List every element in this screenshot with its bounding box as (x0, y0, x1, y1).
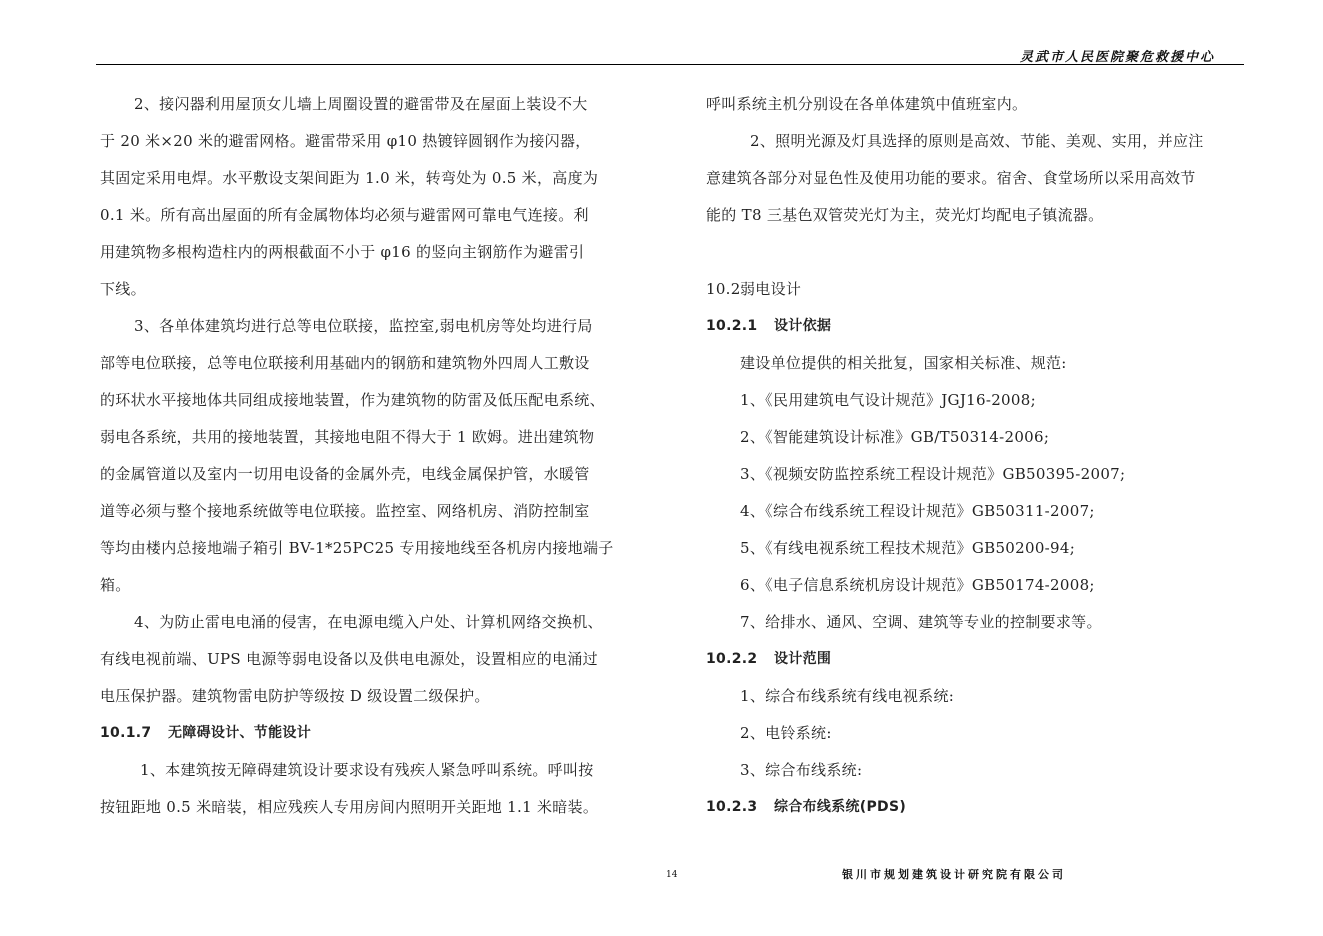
section-heading-10-2 (706, 271, 1261, 308)
text-line: 箱。 (100, 576, 131, 594)
section-number: 10.2 (706, 280, 741, 298)
section-title: 弱电设计 (740, 280, 802, 298)
section-heading-10-2-1 (706, 308, 1261, 345)
text-line: 的环状水平接地体共同组成接地装置，作为建筑物的防雷及低压配电系统、 (100, 391, 605, 409)
section-heading-10-2-2 (706, 641, 1261, 678)
section-heading-10-2-3 (706, 789, 1261, 826)
list-item: 5、《有线电视系统工程技术规范》GB50200-94; (740, 539, 1076, 557)
section-title: 设计范围 (774, 651, 832, 667)
text-line: 有线电视前端、UPS 电源等弱电设备以及供电电源处，设置相应的电涌过 (100, 650, 598, 668)
text-line: 下线。 (100, 280, 146, 298)
list-item: 1、《民用建筑电气设计规范》JGJ16-2008; (740, 391, 1036, 409)
right-column (706, 86, 1261, 826)
section-number: 10.2.3 (706, 799, 758, 815)
list-item: 6、《电子信息系统机房设计规范》GB50174-2008; (740, 576, 1095, 594)
text-line: 等均由楼内总接地端子箱引 BV-1*25PC25 专用接地线至各机房内接地端子 (100, 539, 614, 557)
list-item: 7、给排水、通风、空调、建筑等专业的控制要求等。 (740, 613, 1102, 631)
text-line: 2、接闪器利用屋顶女儿墙上周圈设置的避雷带及在屋面上装设不大 (134, 95, 588, 113)
text-line: 1、本建筑按无障碍建筑设计要求设有残疾人紧急呼叫系统。呼叫按 (140, 761, 594, 779)
text-line: 0.1 米。所有高出屋面的所有金属物体均必须与避雷网可靠电气连接。利 (100, 206, 589, 224)
list-item: 3、综合布线系统: (740, 761, 863, 779)
text-line: 的金属管道以及室内一切用电设备的金属外壳，电线金属保护管，水暖管 (100, 465, 590, 483)
text-line: 道等必须与整个接地系统做等电位联接。监控室、网络机房、消防控制室 (100, 502, 590, 520)
left-column (100, 86, 655, 826)
blank-line (706, 234, 1261, 271)
list-item: 1、综合布线系统有线电视系统: (740, 687, 955, 705)
text-line: 按钮距地 0.5 米暗装，相应残疾人专用房间内照明开关距地 1.1 米暗装。 (100, 798, 599, 816)
page-number: 14 (666, 870, 678, 880)
list-item: 4、《综合布线系统工程设计规范》GB50311-2007; (740, 502, 1095, 520)
list-item: 3、《视频安防监控系统工程设计规范》GB50395-2007; (740, 465, 1126, 483)
text-line: 其固定采用电焊。水平敷设支架间距为 1.0 米，转弯处为 0.5 米，高度为 (100, 169, 599, 187)
section-title: 设计依据 (774, 318, 832, 334)
footer-organization: 银川市规划建筑设计研究院有限公司 (842, 868, 1066, 881)
section-title: 综合布线系统(PDS) (774, 799, 907, 815)
section-title: 无障碍设计、节能设计 (168, 725, 311, 741)
section-number: 10.2.1 (706, 318, 758, 334)
text-line: 于 20 米×20 米的避雷网格。避雷带采用 φ10 热镀锌圆钢作为接闪器， (100, 132, 591, 150)
text-line: 2、照明光源及灯具选择的原则是高效、节能、美观、实用，并应注 (750, 132, 1204, 150)
text-line: 3、各单体建筑均进行总等电位联接，监控室,弱电机房等处均进行局 (134, 317, 593, 335)
section-heading-10-1-7 (100, 715, 655, 752)
text-line: 建设单位提供的相关批复，国家相关标准、规范: (740, 354, 1067, 372)
text-line: 电压保护器。建筑物雷电防护等级按 D 级设置二级保护。 (100, 687, 490, 705)
text-line: 呼叫系统主机分别设在各单体建筑中值班室内。 (706, 95, 1028, 113)
section-number: 10.1.7 (100, 725, 152, 741)
text-line: 部等电位联接，总等电位联接利用基础内的钢筋和建筑物外四周人工敷设 (100, 354, 590, 372)
list-item: 2、《智能建筑设计标准》GB/T50314-2006; (740, 428, 1050, 446)
text-line: 4、为防止雷电电涌的侵害，在电源电缆入户处、计算机网络交换机、 (134, 613, 603, 631)
header-title: 灵武市人民医院聚危救援中心 (1019, 50, 1215, 65)
text-line: 弱电各系统，共用的接地装置，其接地电阻不得大于 1 欧姆。进出建筑物 (100, 428, 595, 446)
section-number: 10.2.2 (706, 651, 758, 667)
text-line: 能的 T8 三基色双管荧光灯为主，荧光灯均配电子镇流器。 (706, 206, 1104, 224)
header-rule (96, 64, 1244, 65)
list-item: 2、电铃系统: (740, 724, 832, 742)
text-line: 意建筑各部分对显色性及使用功能的要求。宿舍、食堂场所以采用高效节 (706, 169, 1196, 187)
text-line: 用建筑物多根构造柱内的两根截面不小于 φ16 的竖向主钢筋作为避雷引 (100, 243, 585, 261)
